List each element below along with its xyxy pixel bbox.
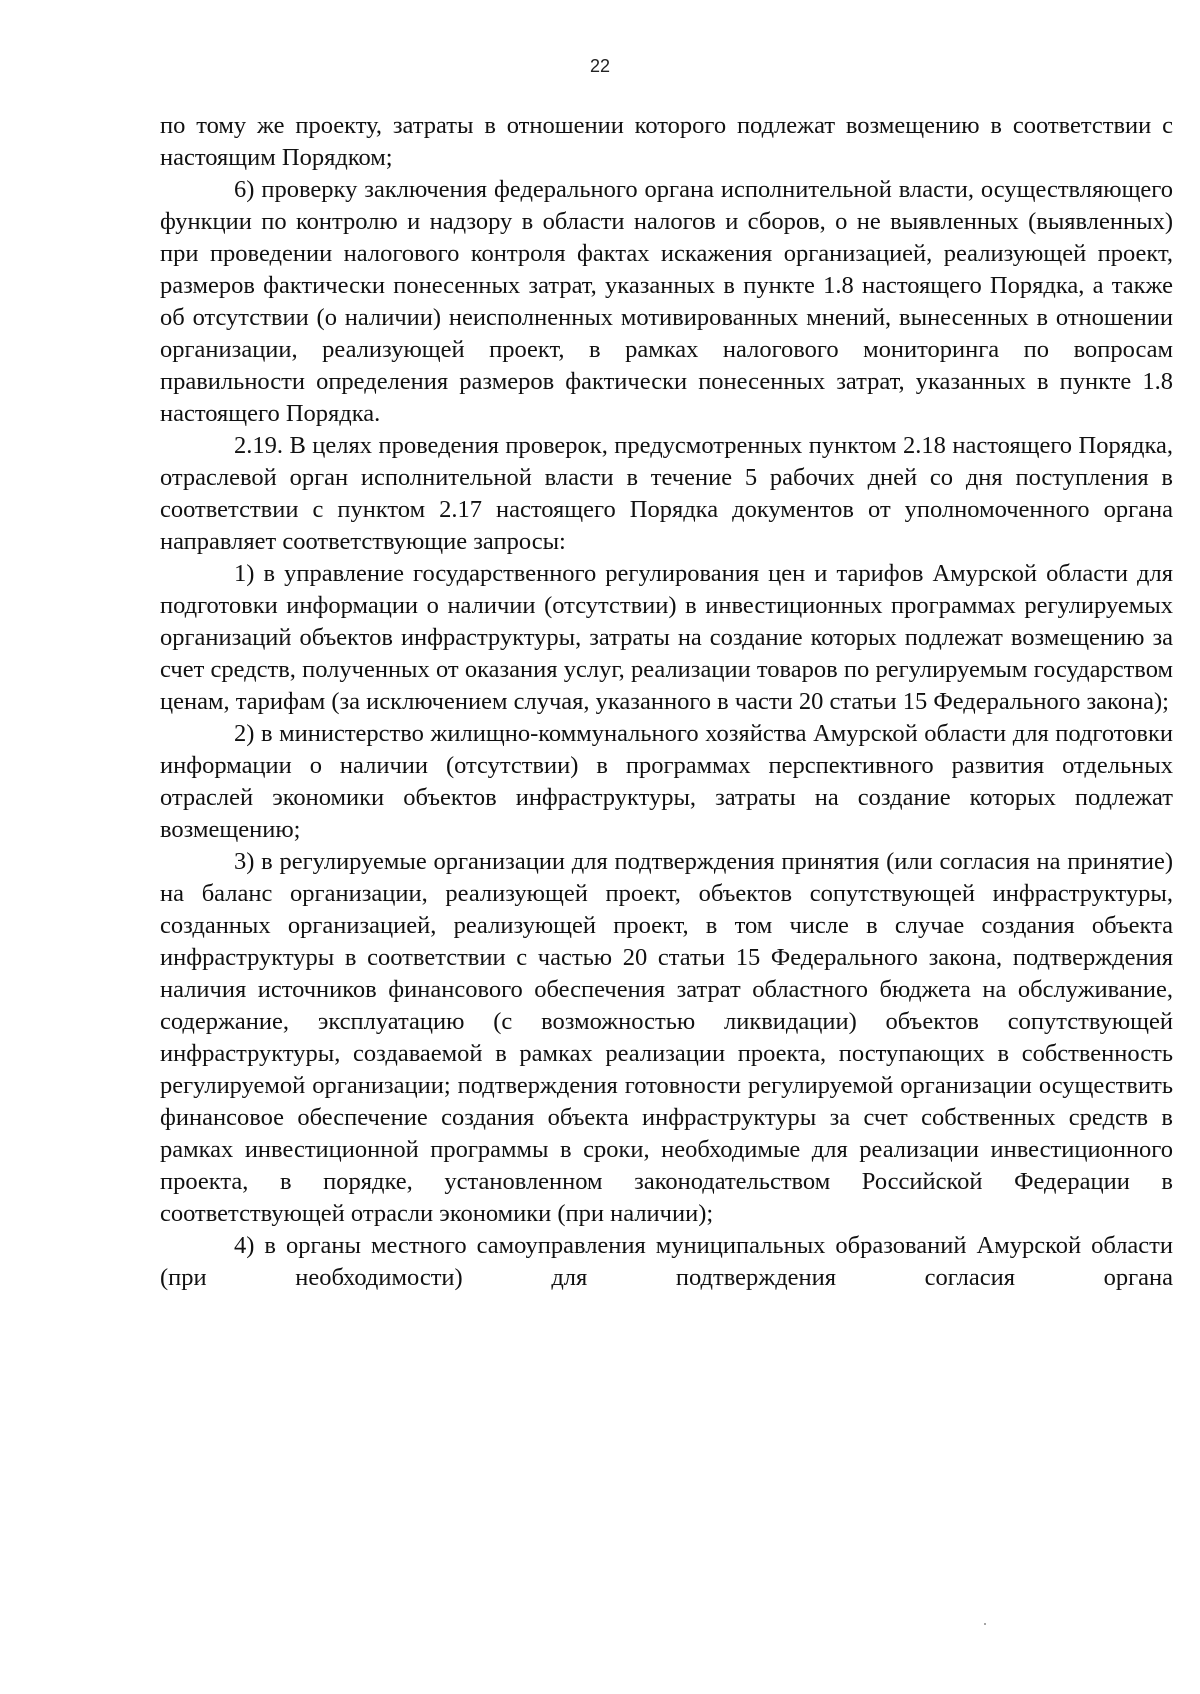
paragraph-2-19: 2.19. В целях проведения проверок, предусмотренных пунктом 2.18 настоящего Порядка, отраслевой орган исполнительной власти в течение 5 рабочих дней со дня поступления в соответствии с пунктом 2.17 настоящего Порядка документов от уполномоченного органа направляет соответствующие запросы: — [160, 432, 1173, 555]
scan-speck — [984, 1623, 986, 1625]
paragraph-item-6: 6) проверку заключения федерального органа исполнительной власти, осуществляющего функции по контролю и надзору в области налогов и сборов, о не выявленных (выявленных) при проведении налогового контроля фактах искажения организацией, реализующей проект, размеров фактически понесенных затрат, указанных в пункте 1.8 настоящего Порядка, а также об отсутствии (о наличии) неисполненных мотивированных мнений, вынесенных в отношении организации, реализующей проект, в рамках налогового мониторинга по вопросам правильности определения размеров фактически понесенных затрат, указанных в пункте 1.8 настоящего Порядка. — [160, 176, 1173, 427]
paragraph-item-3: 3) в регулируемые организации для подтверждения принятия (или согласия на принятие) на баланс организации, реализующей проект, объектов сопутствующей инфраструктуры, созданных организацией, реализующей проект, в том числе в случае создания объекта инфраструктуры в соответствии с частью 20 статьи 15 Федерального закона, подтверждения наличия источников финансового обеспечения затрат областного бюджета на обслуживание, содержание, эксплуатацию (с возможностью ликвидации) объектов сопутствующей инфраструктуры, создаваемой в рамках реализации проекта, поступающих в собственность регулируемой организации; подтверждения готовности регулируемой организации осуществить финансовое обеспечение создания объекта инфраструктуры за счет собственных средств в рамках инвестиционной программы в сроки, необходимые для реализации инвестиционного проекта, в порядке, установленном законодательством Российской Федерации в соответствующей отрасли экономики (при наличии); — [160, 848, 1173, 1227]
paragraph-item-4: 4) в органы местного самоуправления муниципальных образований Амурской области (при необходимости) для подтверждения согласия органа — [160, 1232, 1173, 1291]
document-body — [160, 110, 1173, 1294]
paragraph-continuation: по тому же проекту, затраты в отношении которого подлежат возмещению в соответствии с настоящим Порядком; — [160, 112, 1173, 171]
paragraph-item-2: 2) в министерство жилищно-коммунального хозяйства Амурской области для подготовки информации о наличии (отсутствии) в программах перспективного развития отдельных отраслей экономики объектов инфраструктуры, затраты на создание которых подлежат возмещению; — [160, 720, 1173, 843]
page-number: 22 — [589, 56, 611, 76]
paragraph-item-1: 1) в управление государственного регулирования цен и тарифов Амурской области для подготовки информации о наличии (отсутствии) в инвестиционных программах регулируемых организаций объектов инфраструктуры, затраты на создание которых подлежат возмещению за счет средств, полученных от оказания услуг, реализации товаров по регулируемым государством ценам, тарифам (за исключением случая, указанного в части 20 статьи 15 Федерального закона); — [160, 560, 1173, 715]
